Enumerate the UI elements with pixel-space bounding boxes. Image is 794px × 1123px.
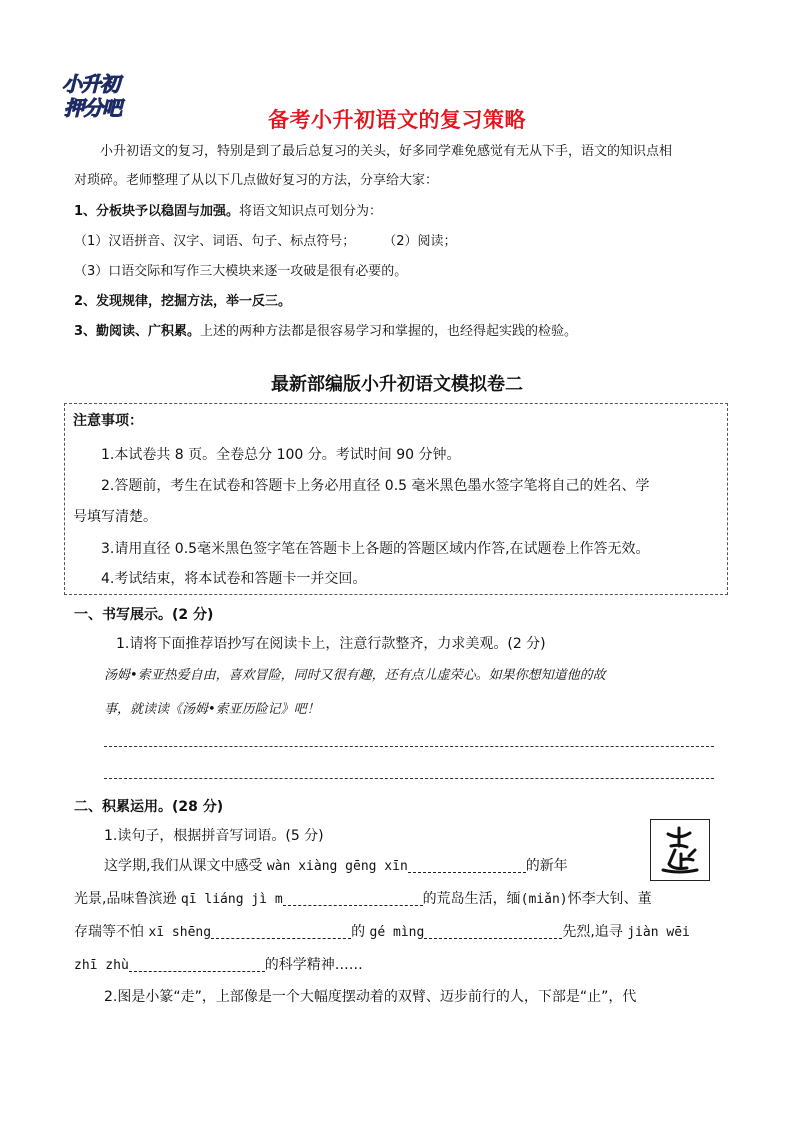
exam-title: 最新部编版小升初语文模拟卷二 xyxy=(271,374,523,395)
writing-line-1[interactable] xyxy=(104,746,714,747)
fill-line-2 xyxy=(74,889,652,910)
section-2-question-1: 1.读句子，根据拼音写词语。(5 分) xyxy=(104,828,324,844)
page-title: 备考小升初语文的复习策略 xyxy=(268,108,526,132)
strategy-1-item-a: （1）汉语拼音、汉字、词语、句子、标点符号； xyxy=(74,234,356,249)
seal-script-zou-glyph xyxy=(651,820,708,879)
notice-box xyxy=(64,403,728,595)
answer-blank-4[interactable] xyxy=(424,924,562,939)
pinyin-jian-wei: jiàn wēi xyxy=(627,925,690,940)
fill-line-4-end: 的科学精神…… xyxy=(264,957,363,973)
strategy-1-items xyxy=(74,232,726,252)
strategy-1-heading: 1、分板块予以稳固与加强。 xyxy=(74,204,240,219)
copy-text-line-2: 事，就读读《汤姆•索亚历险记》吧！ xyxy=(104,702,320,717)
notice-item-4: 4.考试结束，将本试卷和答题卡一并交回。 xyxy=(101,571,367,587)
logo-line-1: 小升初 xyxy=(62,72,119,96)
strategy-3-heading: 3、勤阅读、广积累。 xyxy=(74,324,201,339)
writing-line-2[interactable] xyxy=(104,778,714,779)
notice-item-2: 2.答题前，考生在试卷和答题卡上务必用直径 0.5 毫米黑色墨水签字笔将自己的姓名、学 xyxy=(101,478,650,494)
strategy-1 xyxy=(74,202,726,222)
fill-line-1-end: 的新年 xyxy=(525,858,568,874)
fill-line-3-mid: 先烈,追寻 xyxy=(562,924,623,940)
answer-blank-5[interactable] xyxy=(129,957,265,972)
strategy-2-heading: 2、发现规律，挖掘方法，举一反三。 xyxy=(74,294,292,309)
pinyin-ge-ming: gé mìng xyxy=(369,925,425,940)
fill-line-2-mid: 的荒岛生活，缅 xyxy=(422,891,521,907)
pinyin-mian: (miǎn) xyxy=(520,892,568,907)
intro-line-1: 小升初语文的复习，特别是到了最后总复习的关头，好多同学难免感觉有无从下手，语文的知识点相 xyxy=(100,144,673,159)
pinyin-qi-liang-ji-mo: qī liáng jì m xyxy=(180,892,283,907)
intro-line-2: 对琐碎。老师整理了从以下几点做好复习的方法，分享给大家： xyxy=(74,173,439,188)
section-1-heading: 一、书写展示。(2 分) xyxy=(74,607,214,623)
notice-item-3: 3.请用直径 0.5毫米黑色签字笔在答题卡上各题的答题区域内作答,在试题卷上作答无效。 xyxy=(101,541,650,557)
fill-line-4 xyxy=(74,955,363,976)
strategy-1-item-b: （2）阅读； xyxy=(383,234,457,249)
answer-blank-1[interactable] xyxy=(408,858,526,873)
strategy-1-text: 将语文知识点可划分为： xyxy=(239,204,383,219)
seal-script-character-image xyxy=(650,819,710,881)
fill-line-2-text: 光景,品味鲁滨逊 xyxy=(74,891,177,907)
section-2-heading: 二、积累运用。(28 分) xyxy=(74,799,224,815)
logo-line-2: 押分吧 xyxy=(64,96,121,120)
fill-line-3-text: 存瑞等不怕 xyxy=(74,924,144,940)
strategy-3 xyxy=(74,322,726,342)
pinyin-zhi-zhu: zhī zhù xyxy=(74,958,129,973)
strategy-3-text: 上述的两种方法都是很容易学习和掌握的，也经得起实践的检验。 xyxy=(200,324,578,339)
answer-blank-2[interactable] xyxy=(283,891,423,906)
strategy-1-item-c: （3）口语交际和写作三大模块来逐一攻破是很有必要的。 xyxy=(74,264,408,279)
pinyin-wan-xiang-geng-xin: wàn xiàng gēng xīn xyxy=(266,859,408,874)
notice-item-2-cont: 号填写清楚。 xyxy=(73,509,157,525)
answer-blank-3[interactable] xyxy=(211,924,351,939)
fill-line-1 xyxy=(104,856,568,877)
fill-line-2-end: 怀李大钊、董 xyxy=(567,891,652,907)
fill-line-3 xyxy=(74,922,690,943)
section-2-question-2: 2.图是小篆“走”，上部像是一个大幅度摆动着的双臂、迈步前行的人，下部是“止”，代 xyxy=(104,989,637,1005)
fill-line-1-text: 这学期,我们从课文中感受 xyxy=(104,858,263,874)
notice-item-1: 1.本试卷共 8 页。全卷总分 100 分。考试时间 90 分钟。 xyxy=(101,447,461,463)
notice-label: 注意事项： xyxy=(73,413,143,429)
pinyin-xi-sheng: xī shēng xyxy=(148,925,212,940)
fill-line-3-de: 的 xyxy=(351,924,366,940)
section-1-question: 1.请将下面推荐语抄写在阅读卡上，注意行款整齐，力求美观。(2 分) xyxy=(116,636,546,652)
copy-text-line-1: 汤姆•索亚热爱自由，喜欢冒险，同时又很有趣，还有点儿虚荣心。如果你想知道他的故 xyxy=(104,668,606,683)
